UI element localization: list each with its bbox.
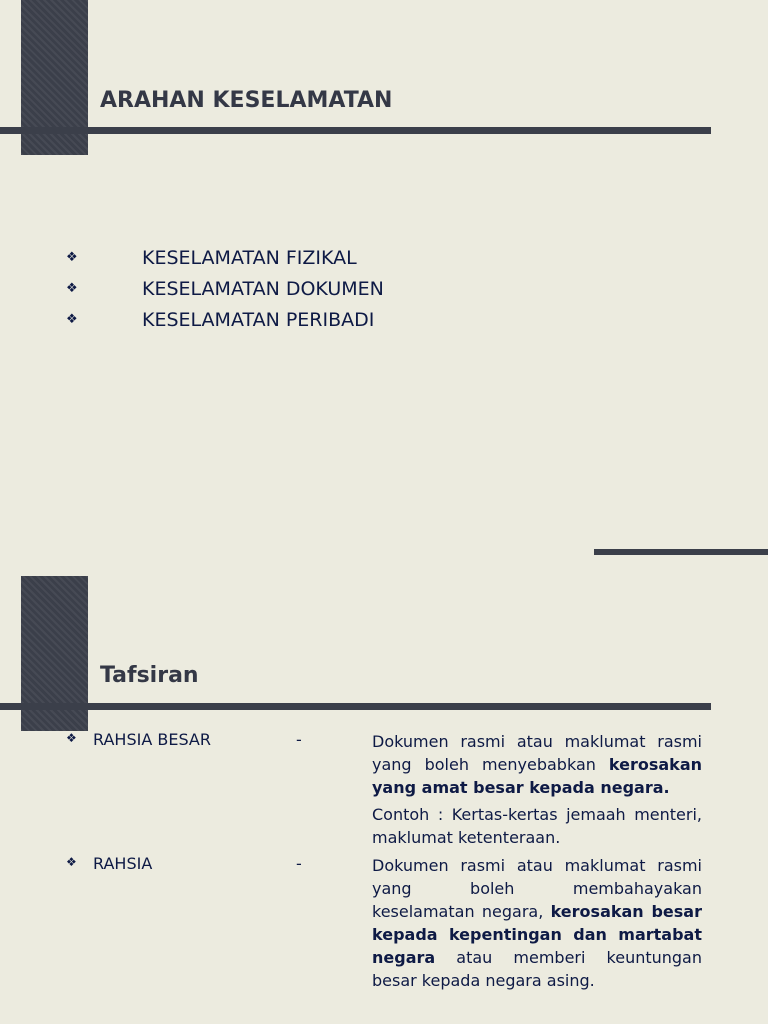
slide-tafsiran bbox=[0, 548, 768, 1024]
title-rule bbox=[0, 703, 711, 710]
diamond-bullet-icon: ❖ bbox=[66, 731, 77, 745]
separator-dash: - bbox=[296, 730, 302, 749]
bullet-list bbox=[66, 242, 384, 335]
list-item bbox=[66, 273, 384, 304]
list-item bbox=[66, 304, 384, 335]
bullet-text: KESELAMATAN DOKUMEN bbox=[142, 277, 384, 300]
classification-description bbox=[372, 730, 702, 853]
separator-dash: - bbox=[296, 854, 302, 873]
list-item bbox=[66, 242, 384, 273]
example-text: Contoh : Kertas-kertas jemaah menteri, maklumat ketenteraan. bbox=[372, 805, 702, 847]
bullet-text: KESELAMATAN PERIBADI bbox=[142, 308, 375, 331]
diamond-bullet-icon: ❖ bbox=[66, 250, 78, 265]
slide-title: ARAHAN KESELAMATAN bbox=[100, 88, 393, 113]
desc-text: Dokumen rasmi atau maklumat rasmi yang boleh membahayakan keselamatan negara, bbox=[372, 856, 702, 921]
classification-name: RAHSIA BESAR bbox=[93, 730, 211, 749]
desc-bold-text: kerosakan yang amat besar kepada negara. bbox=[372, 755, 702, 797]
title-rule bbox=[0, 127, 711, 134]
diamond-bullet-icon: ❖ bbox=[66, 281, 78, 296]
diamond-bullet-icon: ❖ bbox=[66, 312, 78, 327]
classification-name: RAHSIA bbox=[93, 854, 153, 873]
bullet-text: KESELAMATAN FIZIKAL bbox=[142, 246, 357, 269]
slide-title: Tafsiran bbox=[100, 663, 199, 688]
classification-description bbox=[372, 854, 702, 996]
desc-text: atau memberi keuntungan besar kepada negara asing. bbox=[372, 948, 702, 990]
desc-bold-text: kerosakan besar kepada kepentingan dan martabat negara bbox=[372, 902, 702, 967]
desc-text: Dokumen rasmi atau maklumat rasmi yang boleh menyebabkan bbox=[372, 732, 702, 774]
diamond-bullet-icon: ❖ bbox=[66, 855, 77, 869]
